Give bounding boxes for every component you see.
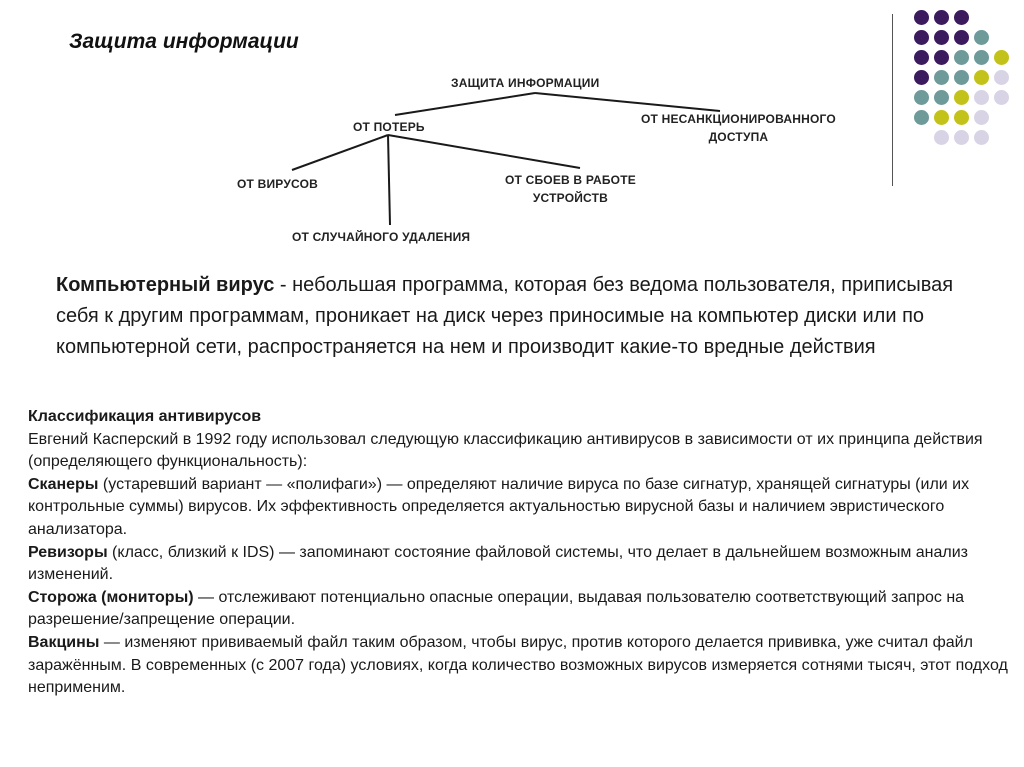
connector-loss-viruses <box>292 135 388 170</box>
vaccines-term: Вакцины <box>28 633 100 651</box>
node-viruses: ОТ ВИРУСОВ <box>237 177 318 191</box>
auditors-term: Ревизоры <box>28 543 108 561</box>
classification-heading <box>28 406 1008 429</box>
node-failures-line1: ОТ СБОЕВ В РАБОТЕ <box>505 173 636 187</box>
node-unauthorized-line1: ОТ НЕСАНКЦИОНИРОВАННОГО <box>641 112 836 126</box>
monitors-paragraph <box>28 587 1008 632</box>
auditors-text: (класс, близкий к IDS) — запоминают состояние файловой системы, что делает в дальнейшем возможным анализ изменений. <box>28 543 969 584</box>
protection-diagram <box>0 0 1024 260</box>
vaccines-paragraph <box>28 632 1008 700</box>
virus-definition <box>56 270 956 363</box>
auditors-paragraph <box>28 542 1008 587</box>
definition-term: Компьютерный вирус <box>56 274 275 296</box>
vaccines-text: — изменяют прививаемый файл таким образом, чтобы вирус, против которого делается прививка, уже считал файл заражённым. В современных (с 2007 года) условиях, когда количество возможных вирусов измеряется сотнями тысяч, этот подход неприменим. <box>28 633 1008 697</box>
monitors-term: Сторожа (мониторы) <box>28 588 194 606</box>
connector-root-unauthorized <box>535 93 720 111</box>
classification-heading-text: Классификация антивирусов <box>28 408 262 425</box>
node-from-loss: ОТ ПОТЕРЬ <box>353 120 425 134</box>
node-failures <box>505 171 636 207</box>
scanners-term: Сканеры <box>28 475 99 493</box>
node-unauthorized <box>641 110 836 146</box>
monitors-text: — отслеживают потенциально опасные операции, выдавая пользователю соответствующий запрос на разрешение/запрещение операции. <box>28 588 965 629</box>
node-root: ЗАЩИТА ИНФОРМАЦИИ <box>451 76 600 90</box>
antivirus-classification <box>28 406 1008 700</box>
scanners-text: (устаревший вариант — «полифаги») — определяют наличие вируса по базе сигнатур, хранящей сигнатуры (или их контрольные суммы) вирусов. Их эффективность определяется актуальностью вирусной базы и наличием эвристического анализатора. <box>28 475 970 538</box>
connector-root-loss <box>395 93 535 115</box>
scanners-paragraph <box>28 474 1008 542</box>
classification-intro: Евгений Касперский в 1992 году использовал следующую классификацию антивирусов в зависимости от их принципа действия (определяющего функциональность): <box>28 430 983 471</box>
connector-loss-deletion <box>388 135 390 225</box>
diagram-connectors <box>0 0 1024 260</box>
node-unauthorized-line2: ДОСТУПА <box>708 130 769 144</box>
node-accidental-deletion: ОТ СЛУЧАЙНОГО УДАЛЕНИЯ <box>292 230 471 244</box>
slide-title: Защита информации <box>69 30 299 53</box>
connector-loss-failures <box>388 135 580 168</box>
node-failures-line2: УСТРОЙСТВ <box>532 191 609 205</box>
definition-text: - небольшая программа, которая без ведома пользователя, приписывая себя к другим программам, проникает на диск через приносимые на компьютер диски или по компьютерной сети, распространяется на нем и производит какие-то вредные действия <box>56 274 954 358</box>
